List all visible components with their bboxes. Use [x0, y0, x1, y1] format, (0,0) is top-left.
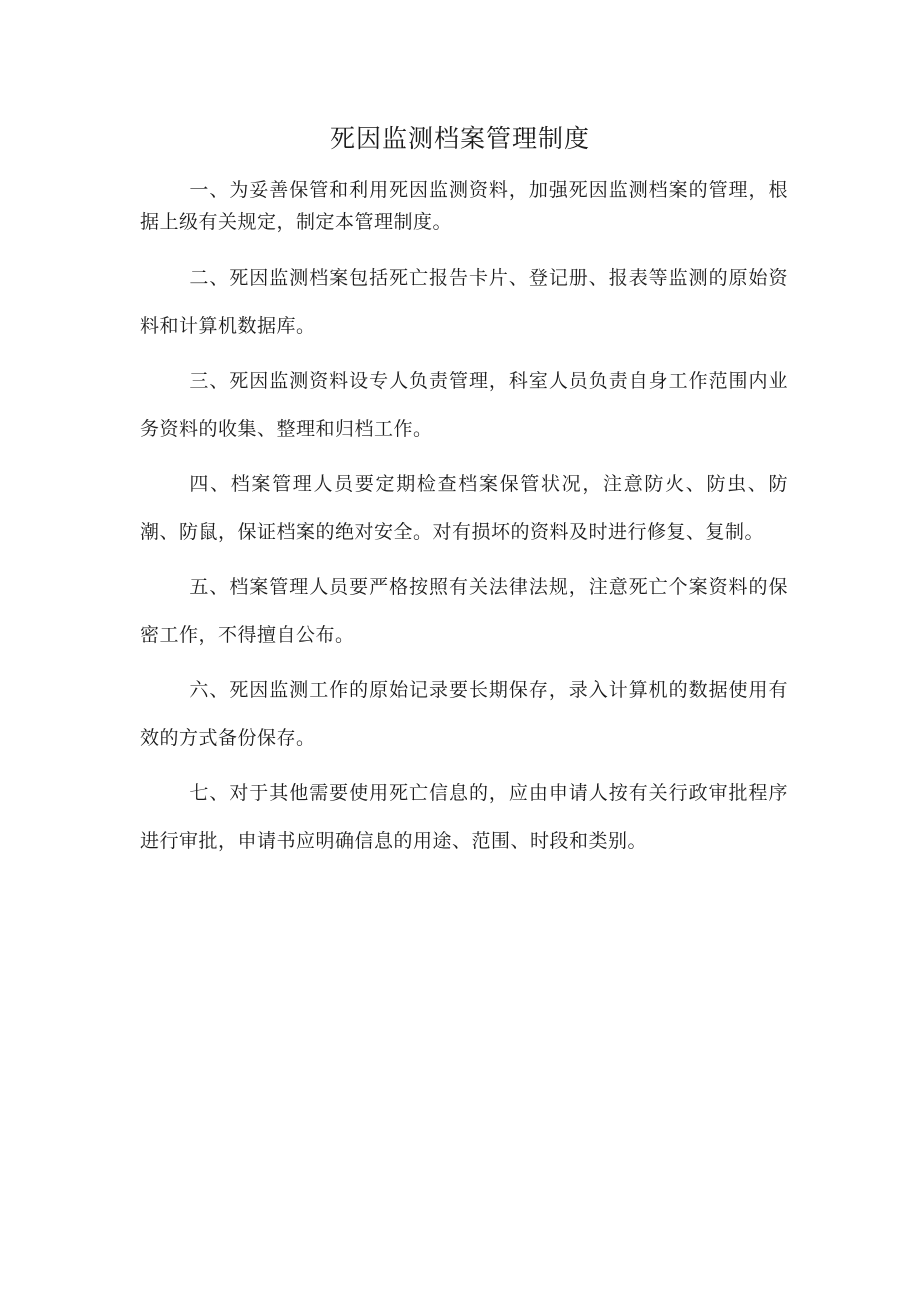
paragraph-2: 二、死因监测档案包括死亡报告卡片、登记册、报表等监测的原始资料和计算机数据库。	[140, 267, 788, 337]
document-body	[140, 168, 788, 872]
paragraph-5: 五、档案管理人员要严格按照有关法律法规，注意死亡个案资料的保密工作，不得擅自公布。	[140, 576, 788, 646]
document-title: 死因监测档案管理制度	[329, 124, 590, 153]
paragraph-4: 四、档案管理人员要定期检查档案保管状况，注意防火、防虫、防潮、防鼠，保证档案的绝对安全。对有损坏的资料及时进行修复、复制。	[140, 473, 788, 543]
paragraph-3: 三、死因监测资料设专人负责管理，科室人员负责自身工作范围内业务资料的收集、整理和归档工作。	[140, 370, 788, 440]
paragraph-1: 一、为妥善保管和利用死因监测资料，加强死因监测档案的管理，根据上级有关规定，制定本管理制度。	[140, 179, 788, 233]
paragraph-6: 六、死因监测工作的原始记录要长期保存，录入计算机的数据使用有效的方式备份保存。	[140, 679, 788, 749]
paragraph-7: 七、对于其他需要使用死亡信息的，应由申请人按有关行政审批程序进行审批，申请书应明确信息的用途、范围、时段和类别。	[140, 782, 788, 852]
